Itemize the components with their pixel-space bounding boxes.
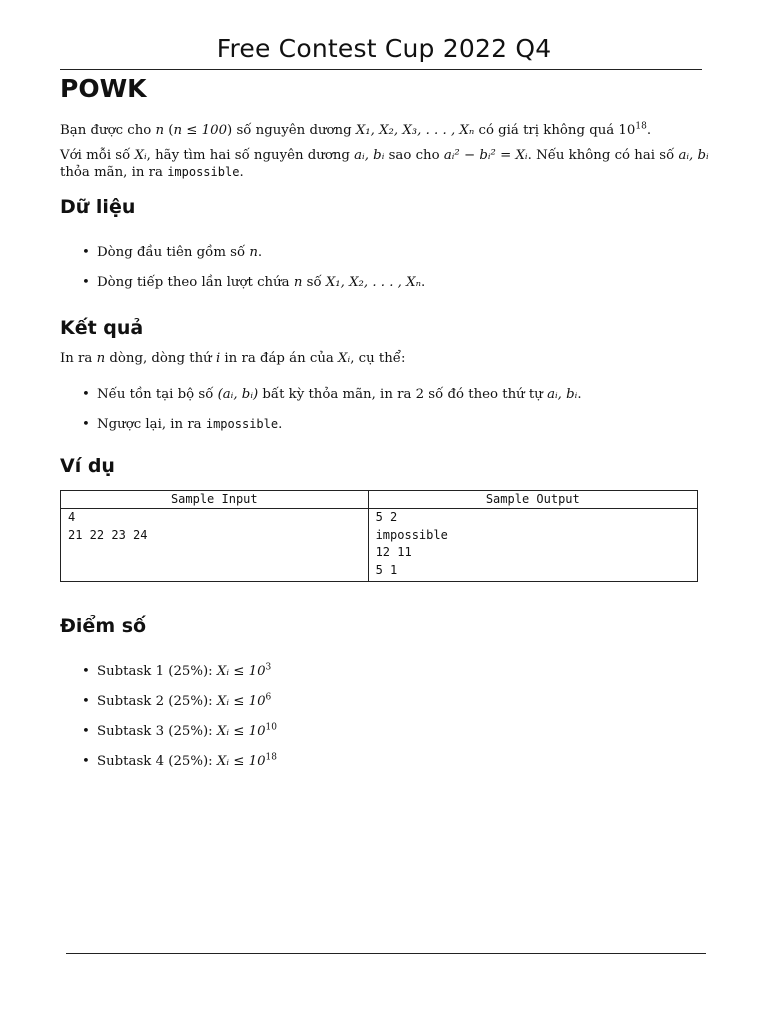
subtask-item: • Subtask 1 (25%): Xᵢ ≤ $10^3$ [82,662,272,679]
subtask-item: • Subtask 2 (25%): Xᵢ ≤ $10^6$ [82,692,272,709]
sample-output-line: impossible [375,527,448,542]
intro-paragraph-1: Bạn được cho n (n ≤ 100) số nguyên dương X₁, X₂, X₃, . . . , Xₙ có giá trị không quá $10^{18}$. [60,121,652,138]
sample-output-line: 5 2 [375,510,398,524]
list-item: • Ngược lại, in ra impossible. [82,417,283,432]
problem-title: POWK [60,74,147,103]
list-item: • Dòng đầu tiên gồm số n. [82,245,263,260]
sample-input-header: Sample Input [61,491,369,509]
subtask-item: • Subtask 4 (25%): Xᵢ ≤ $10^{18}$ [82,752,277,769]
sample-input-line: 4 [68,510,76,524]
sample-output-cell [368,509,697,582]
sample-output-header: Sample Output [368,491,697,509]
sample-output-line: 12 11 [375,545,412,559]
intro-paragraph-2: Với mỗi số Xᵢ, hãy tìm hai số nguyên dương aᵢ, bᵢ sao cho aᵢ² − bᵢ² = Xᵢ. Nếu không có hai số aᵢ, bᵢ thỏa mãn, in ra impossible. [60,148,709,180]
subtask-item: • Subtask 3 (25%): Xᵢ ≤ $10^{10}$ [82,722,277,739]
sample-input-cell [61,509,369,582]
output-description: In ra n dòng, dòng thứ i in ra đáp án của Xᵢ, cụ thể: [60,351,406,366]
sample-input-line: 21 22 23 24 [68,527,148,542]
sample-table [60,490,698,582]
sample-output-line: 5 1 [375,562,398,577]
footer-divider [66,953,706,954]
section-title-scoring: Điểm số [60,615,147,637]
list-item: • Dòng tiếp theo lần lượt chứa n số X₁, X₂, . . . , Xₙ. [82,275,426,290]
header-divider [60,69,702,70]
section-title-example: Ví dụ [60,455,115,477]
section-title-output: Kết quả [60,317,144,339]
section-title-input: Dữ liệu [60,196,136,218]
list-item: • Nếu tồn tại bộ số (aᵢ, bᵢ) bất kỳ thỏa mãn, in ra 2 số đó theo thứ tự aᵢ, bᵢ. [82,387,582,402]
page-header-title: Free Contest Cup 2022 Q4 [216,34,552,63]
